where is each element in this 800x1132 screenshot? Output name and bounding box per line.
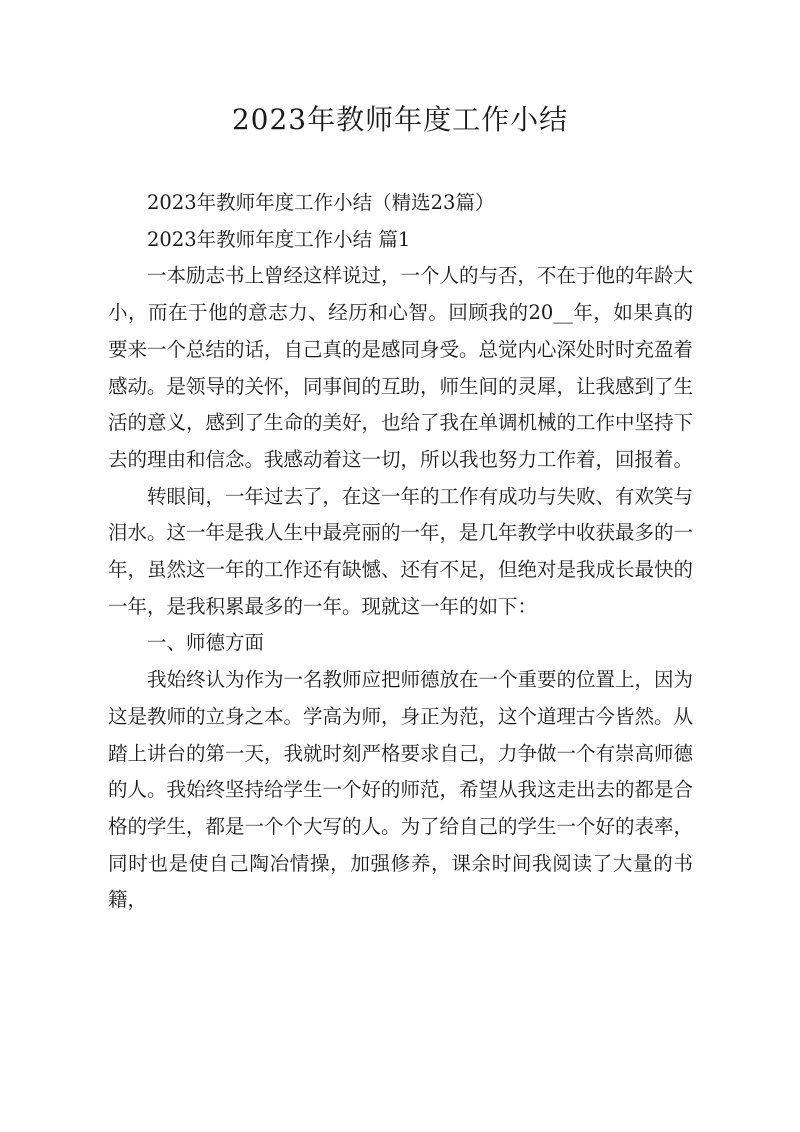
paragraph: 一本励志书上曾经这样说过，一个人的与否，不在于他的年龄大小，而在于他的意志力、经历和心智。回顾我的20__年，如果真的要来一个总结的话，自己真的是感同身受。总觉内心深处时时充盈着感动。是领导的关怀，同事间的互助，师生间的灵犀，让我感到了生活的意义，感到了生命的美好，也给了我在单调机械的工作中坚持下去的理由和信念。我感动着这一切，所以我也努力工作着，回报着。 (108, 264, 694, 471)
paragraph: 转眼间，一年过去了，在这一年的工作有成功与失败、有欢笑与泪水。这一年是我人生中最亮丽的一年，是几年教学中收获最多的一年，虽然这一年的工作还有缺憾、还有不足，但绝对是我成长最快的一年，是我积累最多的一年。现就这一年的如下： (108, 484, 694, 618)
document-body (108, 185, 693, 919)
paragraph-heading-ethics: 一、师德方面 (147, 631, 265, 655)
paragraph-section-heading: 2023年教师年度工作小结 篇1 (147, 227, 411, 251)
paragraph-subtitle: 2023年教师年度工作小结（精选23篇） (147, 191, 495, 214)
document-title: 2023年教师年度工作小结 (231, 103, 569, 136)
paragraph: 我始终认为作为一名教师应把师德放在一个重要的位置上，因为这是教师的立身之本。学高为师，身正为范，这个道理古今皆然。从踏上讲台的第一天，我就时刻严格要求自己，力争做一个有崇高师德的人。我始终坚持给学生一个好的师范，希望从我这走出去的都是合格的学生，都是一个个大写的人。为了给自己的学生一个好的表率，同时也是使自己陶冶情操，加强修养，课余时间我阅读了大量的书籍， (108, 668, 694, 912)
